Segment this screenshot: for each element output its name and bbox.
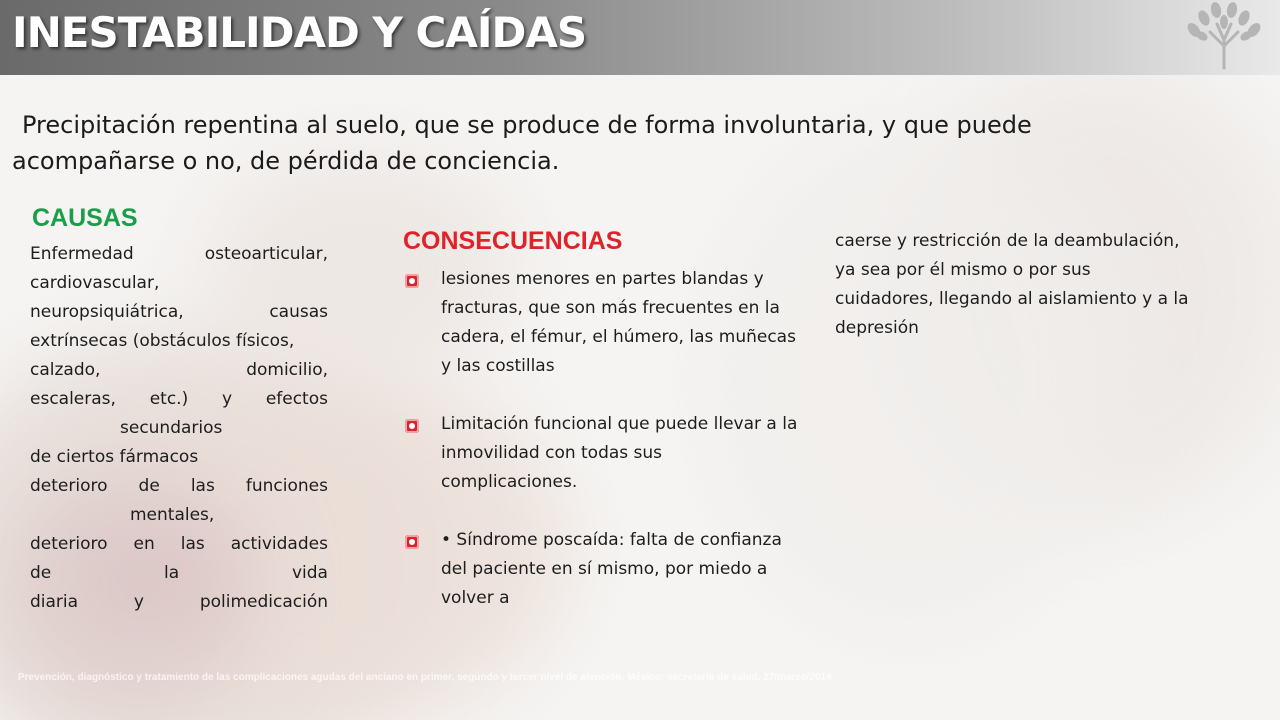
causes-line: escaleras, etc.) y efectos	[30, 389, 328, 409]
consequences-heading: CONSECUENCIAS	[403, 227, 623, 255]
slide-title: INESTABILIDAD Y CAÍDAS	[12, 8, 587, 57]
tree-logo-icon	[1172, 0, 1276, 70]
list-item	[403, 526, 798, 613]
causes-line: extrínsecas (obstáculos físicos,	[30, 331, 295, 351]
list-item-text: • Síndrome poscaída: falta de confianza del paciente en sí mismo, por miedo a volver a	[441, 530, 782, 608]
causes-line: mentales,	[130, 505, 215, 525]
list-item	[403, 410, 798, 497]
causes-line: diaria y polimedicación	[30, 592, 328, 612]
causes-line: deterioro en las actividades	[30, 534, 328, 554]
list-item-text: Limitación funcional que puede llevar a la inmovilidad con todas sus complicaciones.	[441, 414, 798, 492]
causes-line: deterioro de las funciones	[30, 476, 328, 496]
causes-line: Enfermedad osteoarticular,	[30, 244, 328, 264]
consequences-list	[403, 265, 798, 642]
causes-line: cardiovascular,	[30, 273, 160, 293]
causes-line: de la vida	[30, 563, 328, 583]
list-item-text: lesiones menores en partes blandas y fracturas, que son más frecuentes en la cadera, el fémur, el húmero, las muñecas y las costillas	[441, 269, 796, 376]
bullet-icon	[405, 535, 419, 549]
causes-line: secundarios	[120, 418, 223, 438]
consequences-continuation: caerse y restricción de la deambulación, ya sea por él mismo o por sus cuidadores, llegando al aislamiento y a la depresión	[835, 231, 1189, 338]
list-item	[403, 265, 798, 381]
definition-text: Precipitación repentina al suelo, que se produce de forma involuntaria, y que puede acompañarse o no, de pérdida de conciencia.	[12, 111, 1032, 175]
causes-line: neuropsiquiátrica, causas	[30, 302, 328, 322]
causes-heading: CAUSAS	[32, 204, 138, 232]
title-bar	[0, 0, 1280, 75]
causes-line: de ciertos fármacos	[30, 447, 199, 467]
bullet-icon	[405, 419, 419, 433]
reference-footnote: Prevención, diagnóstico y tratamiento de las complicaciones agudas del anciano en primer, segundo y tercer nivel de atención. México: secretaria de salud. 27/marzo/2014	[18, 672, 832, 683]
causes-text	[30, 240, 328, 617]
causes-line: calzado, domicilio,	[30, 360, 328, 380]
bullet-icon	[405, 274, 419, 288]
